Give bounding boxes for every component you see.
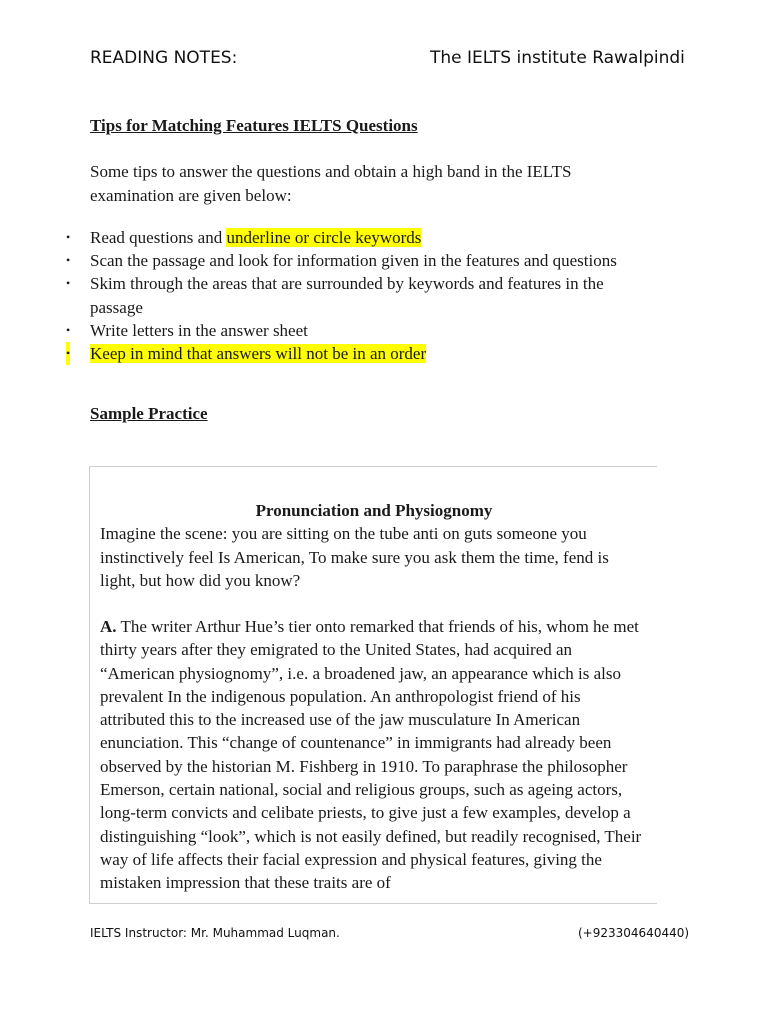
section-a-text: The writer Arthur Hue’s tier onto remarked that friends of his, whom he met thirty years after they emigrated to the United States, had acquired an “American physiognomy”, i.e. a broadened jaw, an appearance which is also prevalent In the indigenous population. An anthropologist friend of his attributed this to the increased use of the jaw musculature In American enunciation. This “change of countenance” in immigrants had already been observed by the historian M. Fishberg in 1910. To paraphrase the philosopher Emerson, certain national, social and religious groups, such as ageing actors, long-term convicts and celibate priests, to give just a few examples, develop a distinguishing “look”, which is not easily defined, but readily recognised, Their way of life affects their facial expression and physical features, giving the mistaken impression that these traits are of (100, 617, 642, 893)
section-a-label: A. (100, 617, 117, 636)
bullet-icon: • (66, 253, 71, 268)
sample-practice-heading: Sample Practice (90, 404, 208, 423)
footer-instructor: IELTS Instructor: Mr. Muhammad Luqman. (90, 926, 340, 940)
tip-item (62, 249, 652, 272)
bullet-icon: • (66, 322, 71, 337)
passage-intro: Imagine the scene: you are sitting on the tube anti on guts someone you instinctively feel Is American, To make sure you ask them the time, fend is light, but how did you know? (100, 524, 609, 590)
tip-item (62, 272, 652, 318)
tip-item (62, 319, 652, 342)
tip-text: Scan the passage and look for information given in the features and questions (90, 251, 617, 271)
tip-text: Write letters in the answer sheet (90, 320, 308, 340)
tip-highlight: Keep in mind that answers will not be in an order (90, 344, 427, 364)
passage-section-a (100, 615, 645, 895)
passage-title: Pronunciation and Physiognomy (255, 501, 493, 520)
tip-highlight: underline or circle keywords (226, 228, 422, 247)
tip-text: Read questions and (90, 228, 227, 247)
header-reading-notes: READING NOTES: (90, 48, 238, 68)
tip-item (62, 342, 652, 365)
tips-list (62, 226, 652, 365)
page-title: Tips for Matching Features IELTS Questions (90, 116, 418, 135)
bullet-icon: • (66, 276, 71, 291)
bullet-icon: • (66, 342, 70, 365)
tip-item (62, 226, 652, 249)
footer-phone: (+923304640440) (578, 926, 690, 940)
bullet-icon: • (66, 230, 71, 244)
tip-text: Skim through the areas that are surrounded by keywords and features in the passage (90, 274, 604, 317)
header-institute-name: The IELTS institute Rawalpindi (430, 48, 685, 68)
passage-box (89, 466, 657, 904)
intro-paragraph: Some tips to answer the questions and obtain a high band in the IELTS examination are given below: (90, 162, 572, 205)
